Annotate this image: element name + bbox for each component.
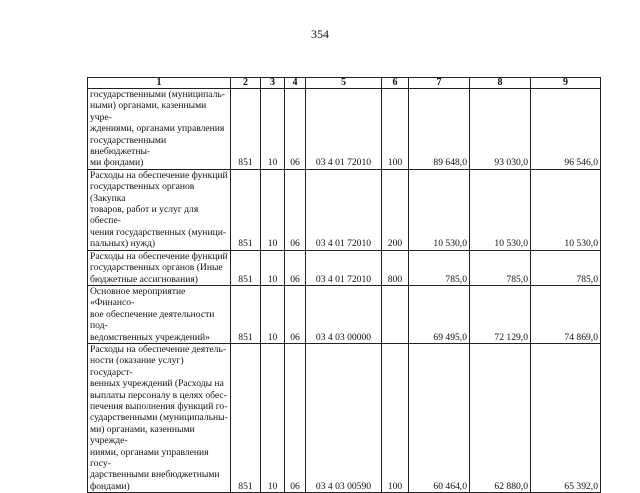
page-number: 354 <box>311 27 329 41</box>
description-line: вое обеспечение деятельности под- <box>90 308 215 332</box>
table-row <box>88 343 601 492</box>
cell-csr: 03 4 01 72010 <box>306 250 382 285</box>
cell-y3: 96 546,0 <box>531 89 601 170</box>
header-cell: 5 <box>306 78 382 89</box>
cell-pr: 06 <box>285 169 306 250</box>
table-row <box>88 250 601 285</box>
description-line: ждениями, органами управления <box>90 123 225 135</box>
cell-csr: 03 4 03 00590 <box>306 343 382 492</box>
table-row <box>88 89 601 170</box>
cell-y2: 10 530,0 <box>470 169 531 250</box>
cell-vr: 200 <box>382 169 409 250</box>
description-line: ными) органами, казенными учре- <box>90 100 207 123</box>
cell-y2: 62 880,0 <box>470 343 531 492</box>
description-line: дарственными внебюджетными <box>90 469 220 481</box>
cell-vr: 100 <box>382 89 409 170</box>
budget-table <box>87 77 601 493</box>
cell-rz: 10 <box>261 89 285 170</box>
cell-y1: 60 464,0 <box>409 343 470 492</box>
cell-ved: 851 <box>231 89 261 170</box>
row-description <box>88 169 231 250</box>
description-line: фондами) <box>90 480 130 492</box>
description-line: ми фондами) <box>90 157 144 169</box>
table-row <box>88 285 601 343</box>
row-description <box>88 285 231 343</box>
cell-y1: 89 648,0 <box>409 89 470 170</box>
description-line: сударственными (муниципальны- <box>90 412 228 424</box>
cell-y1: 785,0 <box>409 250 470 285</box>
header-cell: 7 <box>409 78 470 89</box>
table-row <box>88 169 601 250</box>
cell-vr: 800 <box>382 250 409 285</box>
cell-y3: 785,0 <box>531 250 601 285</box>
description-line: ми) органами, казенными учрежде- <box>90 423 195 447</box>
cell-rz: 10 <box>261 285 285 343</box>
description-line: выплаты персоналу в целях обес- <box>90 389 227 401</box>
description-line: венных учреждений (Расходы на <box>90 378 224 390</box>
header-cell: 4 <box>285 78 306 89</box>
cell-pr: 06 <box>285 250 306 285</box>
description-line: Расходы на обеспечение деятель- <box>90 343 227 355</box>
cell-y1: 10 530,0 <box>409 169 470 250</box>
table-body <box>88 89 601 493</box>
header-row <box>88 78 601 89</box>
cell-csr: 03 4 01 72010 <box>306 89 382 170</box>
cell-pr: 06 <box>285 285 306 343</box>
description-line: государственных органов (Закупка <box>90 181 195 204</box>
cell-csr: 03 4 01 72010 <box>306 169 382 250</box>
cell-vr: 100 <box>382 343 409 492</box>
description-line: пальных) нужд) <box>90 238 156 250</box>
header-cell: 8 <box>470 78 531 89</box>
cell-y3: 74 869,0 <box>531 285 601 343</box>
description-line: государственными (муниципаль- <box>90 89 225 100</box>
cell-ved: 851 <box>231 169 261 250</box>
cell-y2: 72 129,0 <box>470 285 531 343</box>
header-cell: 3 <box>261 78 285 89</box>
cell-rz: 10 <box>261 169 285 250</box>
cell-y2: 93 030,0 <box>470 89 531 170</box>
cell-pr: 06 <box>285 89 306 170</box>
row-description <box>88 343 231 492</box>
row-description <box>88 89 231 170</box>
cell-rz: 10 <box>261 343 285 492</box>
description-line: печения выполнения функций го- <box>90 400 228 412</box>
description-line: государственными внебюджетны- <box>90 134 167 158</box>
description-line: Расходы на обеспечение функций <box>90 169 228 181</box>
header-cell: 6 <box>382 78 409 89</box>
header-cell: 9 <box>531 78 601 89</box>
cell-ved: 851 <box>231 285 261 343</box>
cell-y1: 69 495,0 <box>409 285 470 343</box>
description-line: государственных органов (Иные <box>90 262 223 274</box>
description-line: товаров, работ и услуг для обеспе- <box>90 204 199 227</box>
description-line: Расходы на обеспечение функций <box>90 250 228 262</box>
cell-ved: 851 <box>231 343 261 492</box>
description-line: чения государственных (муници- <box>90 226 227 238</box>
header-cell: 2 <box>231 78 261 89</box>
header-cell: 1 <box>88 78 231 89</box>
cell-pr: 06 <box>285 343 306 492</box>
description-line: Основное мероприятие «Финансо- <box>90 285 186 309</box>
cell-vr <box>382 285 409 343</box>
description-line: бюджетные ассигнования) <box>90 273 198 285</box>
cell-y3: 10 530,0 <box>531 169 601 250</box>
cell-rz: 10 <box>261 250 285 285</box>
cell-ved: 851 <box>231 250 261 285</box>
description-line: ведомственных учреждений» <box>90 331 210 343</box>
cell-y2: 785,0 <box>470 250 531 285</box>
description-line: ниями, органами управления госу- <box>90 446 209 469</box>
row-description <box>88 250 231 285</box>
description-line: ности (оказание услуг) государст- <box>90 355 184 378</box>
cell-y3: 65 392,0 <box>531 343 601 492</box>
cell-csr: 03 4 03 00000 <box>306 285 382 343</box>
